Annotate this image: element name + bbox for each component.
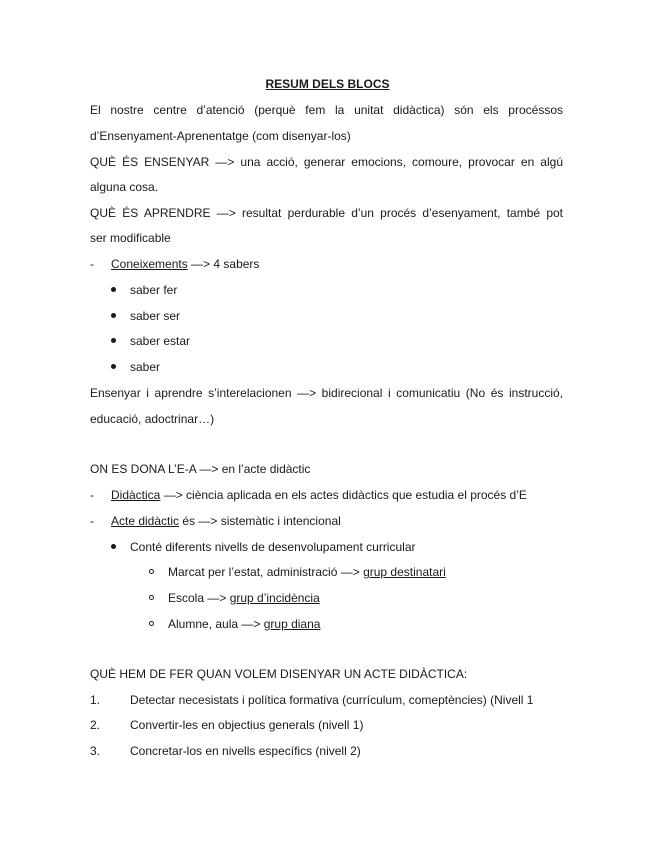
bullet-icon: [111, 313, 116, 318]
grup-diana: grup diana: [263, 617, 321, 631]
nivell-sub-item: [168, 564, 446, 580]
ensenyar-line-2: alguna cosa.: [90, 180, 159, 194]
coneixements-dash: -: [90, 257, 94, 271]
didactica-term: Didàctica: [111, 488, 161, 502]
circle-bullet-icon: [149, 595, 154, 600]
intro-line-2: d’Ensenyament-Aprenentatge (com disenyar-los): [90, 129, 351, 143]
bullet-icon: [111, 338, 116, 343]
saber-item: saber ser: [130, 309, 181, 323]
nivell-sub-item: [168, 590, 320, 606]
step-text: Detectar necesistats i política formativa (currículum, comeptències) (Nivell 1: [130, 693, 534, 707]
bullet-icon: [111, 287, 116, 292]
nivell-sub-text: Marcat per l’estat, administració —>: [168, 565, 364, 579]
que-hem-de-fer-heading: QUÈ HEM DE FER QUAN VOLEM DISENYAR UN ACTE DIDÀCTICA:: [90, 667, 468, 681]
nivell-sub-text: Escola —>: [168, 591, 230, 605]
nivells-bullet: Conté diferents nivells de desenvolupament curricular: [130, 540, 416, 554]
saber-item: saber: [130, 360, 161, 374]
grup-destinatari: grup destinatari: [363, 565, 446, 579]
aprendre-line-2: ser modificable: [90, 231, 171, 245]
saber-item: saber estar: [130, 334, 191, 348]
interrelacio-line-1: Ensenyar i aprendre s’interelacionen —> bidirecional i comunicatiu (No és instrucció,: [90, 386, 563, 400]
aprendre-line-1: QUÈ ÉS APRENDRE —> resultat perdurable d’un procés d’esenyament, també pot: [90, 206, 563, 220]
intro-line-1: El nostre centre d’atenció (perquè fem la unitat didàctica) són els procéssos: [90, 103, 563, 117]
nivell-sub-text: Alumne, aula —>: [168, 617, 264, 631]
step-number: 1.: [90, 693, 101, 707]
didactica-rest: —> ciència aplicada en els actes didàctics que estudia el procés d’E: [160, 488, 527, 502]
bullet-icon: [111, 364, 116, 369]
step-text: Concretar-los en nivells específics (nivell 2): [130, 744, 361, 758]
acte-didactic-rest: és —> sistemàtic i intencional: [179, 514, 341, 528]
nivell-sub-item: [168, 616, 320, 632]
didactica-dash: -: [90, 488, 94, 502]
page-title: RESUM DELS BLOCS: [265, 77, 390, 91]
acte-didactic-line: [111, 513, 341, 529]
grup-incidencia: grup d’incidència: [229, 591, 320, 605]
step-number: 3.: [90, 744, 101, 758]
coneixements-rest: —> 4 sabers: [187, 257, 260, 271]
ensenyar-line-1: QUÈ ÉS ENSENYAR —> una acció, generar emocions, comoure, provocar en algú: [90, 155, 563, 169]
acte-didactic-term: Acte didàctic: [111, 514, 180, 528]
circle-bullet-icon: [149, 569, 154, 574]
interrelacio-line-2: educació, adoctrinar…): [90, 412, 215, 426]
circle-bullet-icon: [149, 621, 154, 626]
saber-item: saber fer: [130, 283, 178, 297]
coneixements-line: [111, 256, 259, 272]
bullet-icon: [111, 544, 116, 549]
step-text: Convertir-les en objectius generals (nivell 1): [130, 718, 364, 732]
on-es-dona-heading: ON ES DONA L’E-A —> en l’acte didàctic: [90, 462, 311, 476]
step-number: 2.: [90, 718, 101, 732]
acte-didactic-dash: -: [90, 514, 94, 528]
coneixements-term: Coneixements: [111, 257, 188, 271]
didactica-line: [111, 487, 527, 503]
